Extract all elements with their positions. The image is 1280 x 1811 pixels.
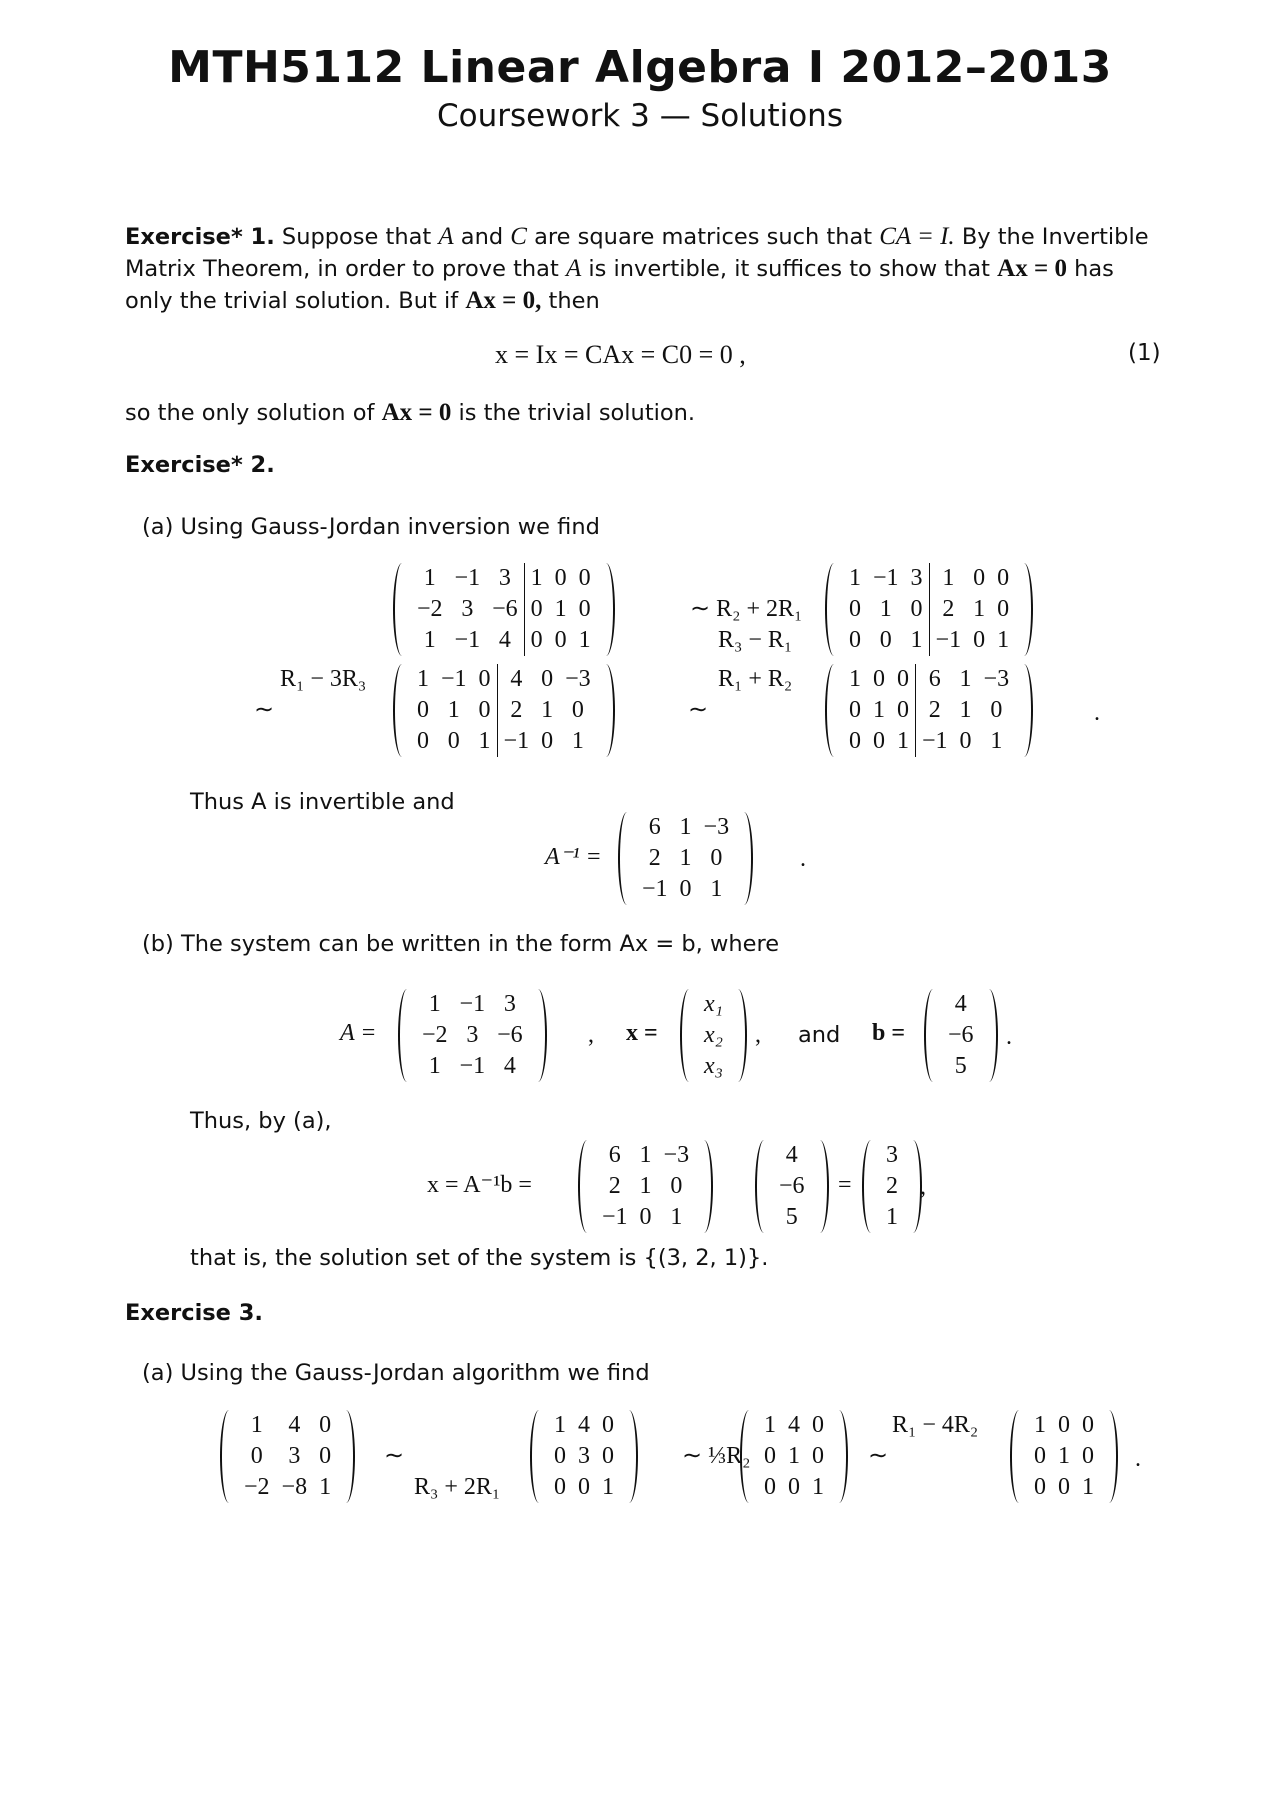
matrix-cell: 4	[788, 1412, 800, 1438]
matrix-cell: 3	[578, 1443, 590, 1469]
ex1-equation: x = Ix = CAx = C0 = 0 ,	[495, 340, 746, 369]
matrix-cell: 2	[929, 594, 967, 625]
matrix-cell: 1	[524, 563, 549, 594]
matrix-row	[843, 563, 1015, 594]
matrix-cell: −1	[873, 565, 899, 591]
matrix-row	[843, 695, 1015, 726]
matrix-row	[238, 1472, 337, 1503]
matrix-cell: 1	[417, 666, 429, 692]
matrix-row	[758, 1441, 830, 1472]
matrix-cell: 1	[710, 876, 723, 902]
matrix-cell: 3	[886, 1142, 898, 1168]
matrix-cell: 0	[554, 1474, 566, 1500]
matrix-row	[773, 1202, 811, 1233]
matrix-row	[843, 664, 1015, 695]
matrix-cell: 0	[849, 728, 861, 754]
matrix-cell: 0	[1082, 1412, 1094, 1438]
matrix-cell: 1	[990, 728, 1003, 754]
matrix-cell: −1	[642, 876, 668, 902]
math-A: A	[438, 223, 454, 250]
ex3-rowop-3	[868, 1410, 978, 1472]
matrix-row	[416, 1051, 529, 1082]
b-vector	[924, 989, 998, 1082]
matrix-cell: 1	[554, 596, 567, 622]
matrix-cell: −3	[983, 666, 1010, 692]
rowop-text: ∼	[384, 1443, 405, 1469]
ex1-text: has only the trivial solution. But if	[125, 256, 1114, 314]
matrix-row	[880, 1202, 904, 1233]
matrix-cell: 0	[873, 728, 885, 754]
matrix-cell: 0	[541, 728, 554, 754]
matrix-cell: 0	[849, 697, 861, 723]
page-title: MTH5112 Linear Algebra I 2012–2013	[168, 42, 1112, 93]
ex2-matrix-3	[393, 664, 615, 757]
b-label: b =	[872, 1020, 906, 1046]
matrix-cell: 0	[319, 1443, 332, 1469]
matrix-cell: 0	[812, 1443, 824, 1469]
ex3a-label: (a) Using the Gauss-Jordan algorithm we find	[142, 1360, 650, 1386]
matrix-cell: 0	[554, 565, 567, 591]
rowop-text: ∼ R₂ + 2R₁	[690, 596, 803, 622]
matrix-cell: 2	[608, 1173, 621, 1199]
ex1-text: is invertible, it suffices to show that	[588, 256, 990, 282]
ex2-rowop-1	[690, 594, 802, 656]
matrix-cell: −1	[916, 726, 954, 757]
A-label: A =	[340, 1020, 377, 1046]
ex3-matrix-1	[220, 1410, 355, 1503]
matrix-cell: 0	[524, 594, 549, 625]
matrix-row	[773, 1140, 811, 1171]
ex1-heading: Exercise* 1.	[125, 224, 275, 250]
matrix-row	[880, 1171, 904, 1202]
matrix-cell: 1	[428, 991, 441, 1017]
matrix-row	[636, 812, 735, 843]
matrix-cell: 1	[879, 596, 892, 622]
matrix-cell: 0	[524, 625, 549, 656]
matrix-cell: 3	[466, 1022, 479, 1048]
matrix-cell: 0	[1034, 1443, 1046, 1469]
matrix-cell: 1	[423, 565, 436, 591]
matrix-cell: −3	[663, 1142, 690, 1168]
ex2a-label: (a) Using Gauss-Jordan inversion we find	[142, 514, 600, 540]
matrix-row	[1028, 1472, 1100, 1503]
matrix-cell: 1	[959, 697, 972, 723]
matrix-cell: 0	[849, 596, 861, 622]
x-label: x =	[626, 1020, 658, 1046]
matrix-cell: 0	[812, 1412, 824, 1438]
matrix-cell: 0	[1058, 1412, 1070, 1438]
rowop-text: R₁ + R₂	[718, 666, 793, 692]
matrix-cell: 4	[498, 627, 511, 653]
matrix-cell: −1	[602, 1204, 628, 1230]
matrix-cell: 0	[879, 627, 892, 653]
matrix-cell: 1	[571, 728, 584, 754]
matrix-cell: 3	[910, 565, 923, 591]
ex2-rowop-3	[688, 664, 792, 726]
matrix-cell: 6	[648, 814, 661, 840]
ex1-text: then	[548, 288, 600, 314]
matrix-cell: −2	[417, 596, 443, 622]
matrix-cell: 1	[897, 728, 909, 754]
matrix-row	[411, 625, 597, 656]
ex2-matrix-2	[825, 563, 1033, 656]
matrix-cell: 0	[788, 1474, 800, 1500]
matrix-cell: x₃	[704, 1053, 723, 1079]
matrix-row	[1028, 1441, 1100, 1472]
matrix-cell: x₂	[704, 1022, 723, 1048]
matrix-cell: 1	[849, 666, 861, 692]
matrix-cell: 0	[764, 1443, 776, 1469]
matrix-cell: 0	[417, 697, 429, 723]
matrix-cell: 0	[910, 596, 923, 622]
matrix-cell: 1	[910, 627, 923, 653]
matrix-row	[596, 1202, 695, 1233]
math-A: A	[565, 255, 582, 282]
comma: ,	[588, 1022, 594, 1048]
ex1-text: is the trivial solution.	[458, 400, 696, 426]
matrix-cell: −1	[441, 666, 467, 692]
matrix-cell: 3	[461, 596, 474, 622]
matrix-cell: −1	[454, 627, 481, 653]
matrix-cell: 0	[710, 845, 723, 871]
ex2b-label: (b) The system can be written in the form Ax = b, where	[142, 931, 780, 957]
ex2-matrix-4	[825, 664, 1033, 757]
equation-number: (1)	[1128, 340, 1161, 366]
matrix-row	[843, 726, 1015, 757]
matrix-cell: −1	[454, 565, 481, 591]
equals-sign: =	[838, 1172, 852, 1198]
matrix-cell: 0	[1034, 1474, 1046, 1500]
and-text: and	[798, 1022, 841, 1048]
rowop-text: ∼	[868, 1443, 889, 1469]
matrix-cell: 1	[959, 666, 972, 692]
matrix-cell: 0	[447, 728, 460, 754]
matrix-cell: 5	[785, 1204, 798, 1230]
matrix-cell: 0	[478, 666, 491, 692]
matrix-row	[548, 1410, 620, 1441]
solution-set-text: that is, the solution set of the system is {(3, 2, 1)}.	[190, 1245, 769, 1271]
matrix-cell: 6	[916, 664, 954, 695]
matrix-row	[238, 1410, 337, 1441]
ex1-conclusion	[125, 397, 1165, 429]
matrix-cell: 1	[929, 563, 967, 594]
inverse-label: A⁻¹ =	[545, 844, 602, 870]
matrix-row	[698, 1020, 729, 1051]
matrix-cell: 4	[954, 991, 967, 1017]
matrix-row	[411, 563, 597, 594]
ex1-text: Suppose that	[281, 224, 432, 250]
matrix-row	[548, 1441, 620, 1472]
thus-by-a: Thus, by (a),	[190, 1108, 332, 1134]
matrix-cell: 1	[812, 1474, 824, 1500]
matrix-cell: 3	[503, 991, 516, 1017]
rowop-text: ∼	[688, 697, 709, 723]
matrix-cell: 4	[503, 1053, 516, 1079]
matrix-cell: 0	[602, 1412, 614, 1438]
matrix-row	[596, 1140, 695, 1171]
ex1-text: are square matrices such that	[534, 224, 873, 250]
ex2a-thus: Thus A is invertible and	[190, 789, 455, 815]
ex2-heading: Exercise* 2.	[125, 452, 275, 478]
math-Ax0: Ax = 0,	[465, 287, 542, 314]
matrix-cell: 0	[578, 565, 591, 591]
matrix-cell: 1	[788, 1443, 800, 1469]
period: .	[800, 846, 806, 872]
ex3-rowop-1	[384, 1441, 500, 1503]
ex3-matrix-3	[740, 1410, 848, 1503]
matrix-cell: −1	[459, 991, 486, 1017]
matrix-row	[758, 1472, 830, 1503]
matrix-cell: 1	[1082, 1474, 1094, 1500]
b-vector-2	[755, 1140, 829, 1233]
page-subtitle: Coursework 3 — Solutions	[437, 98, 843, 134]
matrix-cell: 0	[1082, 1443, 1094, 1469]
matrix-cell: −3	[703, 814, 730, 840]
period: .	[1094, 700, 1100, 726]
math-Ax0: Ax = 0	[997, 255, 1067, 282]
matrix-row	[698, 989, 729, 1020]
matrix-cell: 0	[959, 728, 972, 754]
matrix-cell: 1	[541, 697, 554, 723]
matrix-cell: 1	[639, 1173, 652, 1199]
matrix-cell: 1	[1058, 1443, 1070, 1469]
matrix-cell: 1	[679, 814, 692, 840]
matrix-cell: 4	[785, 1142, 798, 1168]
matrix-row	[416, 1020, 529, 1051]
inverse-matrix	[618, 812, 753, 905]
matrix-row	[843, 594, 1015, 625]
matrix-cell: 0	[319, 1412, 332, 1438]
matrix-cell: 4	[288, 1412, 301, 1438]
matrix-cell: −6	[492, 596, 518, 622]
ex1-paragraph	[125, 221, 1165, 317]
matrix-cell: 0	[990, 697, 1003, 723]
matrix-row	[411, 695, 597, 726]
matrix-cell: 1	[602, 1474, 614, 1500]
matrix-cell: 0	[897, 697, 909, 723]
matrix-cell: 0	[478, 697, 491, 723]
A-matrix	[398, 989, 547, 1082]
matrix-cell: 0	[417, 728, 429, 754]
matrix-row	[880, 1140, 904, 1171]
matrix-row	[843, 625, 1015, 656]
matrix-cell: 0	[250, 1443, 263, 1469]
matrix-row	[698, 1051, 729, 1082]
rowop-text: R₁ − 4R₂	[892, 1412, 979, 1438]
matrix-row	[411, 726, 597, 757]
matrix-row	[942, 989, 980, 1020]
ex3-rowop-2: ∼ ⅓R₂	[682, 1443, 751, 1469]
matrix-cell: 0	[670, 1173, 683, 1199]
matrix-cell: 3	[498, 565, 511, 591]
matrix-cell: −2	[244, 1474, 270, 1500]
matrix-cell: 1	[578, 627, 591, 653]
matrix-cell: 1	[1034, 1412, 1046, 1438]
matrix-cell: 1	[319, 1474, 332, 1500]
matrix-cell: −1	[459, 1053, 486, 1079]
matrix-cell: 4	[578, 1412, 590, 1438]
matrix-row	[416, 989, 529, 1020]
matrix-row	[942, 1020, 980, 1051]
matrix-cell: 2	[916, 695, 954, 726]
matrix-cell: 0	[764, 1474, 776, 1500]
matrix-cell: 4	[497, 664, 535, 695]
matrix-cell: x₁	[704, 991, 723, 1017]
matrix-cell: 1	[639, 1142, 652, 1168]
matrix-cell: −3	[565, 666, 591, 692]
matrix-cell: 2	[886, 1173, 898, 1199]
matrix-cell: 1	[478, 728, 491, 754]
matrix-cell: 3	[288, 1443, 301, 1469]
matrix-row	[548, 1472, 620, 1503]
matrix-cell: 0	[554, 627, 567, 653]
matrix-row	[411, 594, 597, 625]
matrix-cell: 5	[954, 1053, 967, 1079]
period: .	[1006, 1024, 1012, 1050]
matrix-row	[636, 843, 735, 874]
matrix-cell: 0	[897, 666, 909, 692]
rowop-text: R₃ − R₁	[718, 627, 793, 653]
matrix-cell: −6	[948, 1022, 974, 1048]
matrix-cell: 0	[679, 876, 692, 902]
math-CA-eq-I: CA = I.	[879, 223, 955, 250]
matrix-cell: 0	[541, 666, 554, 692]
ex2-matrix-1	[393, 563, 615, 656]
matrix-cell: 0	[602, 1443, 614, 1469]
matrix-cell: 0	[571, 697, 584, 723]
matrix-row	[411, 664, 597, 695]
matrix-cell: 1	[679, 845, 692, 871]
matrix-cell: −1	[497, 726, 535, 757]
matrix-cell: 0	[997, 596, 1010, 622]
matrix-cell: 1	[447, 697, 460, 723]
matrix-row	[596, 1171, 695, 1202]
matrix-cell: 2	[648, 845, 661, 871]
matrix-cell: 1	[554, 1412, 566, 1438]
period: .	[1135, 1446, 1141, 1472]
math-C: C	[510, 223, 527, 250]
matrix-cell: −8	[281, 1474, 308, 1500]
matrix-cell: 1	[873, 697, 885, 723]
matrix-cell: 1	[764, 1412, 776, 1438]
matrix-cell: −1	[929, 625, 967, 656]
matrix-cell: 0	[997, 565, 1010, 591]
matrix-cell: 1	[250, 1412, 263, 1438]
ex1-text: By the Invertible Matrix Theorem, in order to prove that	[125, 224, 1149, 282]
matrix-cell: 2	[497, 695, 535, 726]
matrix-cell: 1	[997, 627, 1010, 653]
matrix-row	[636, 874, 735, 905]
matrix-cell: 0	[639, 1204, 652, 1230]
matrix-row	[1028, 1410, 1100, 1441]
matrix-cell: 0	[578, 596, 591, 622]
comma: ,	[755, 1022, 761, 1048]
matrix-cell: 0	[1058, 1474, 1070, 1500]
matrix-cell: 0	[873, 666, 885, 692]
rowop-text: R₃ + 2R₁	[414, 1474, 501, 1500]
matrix-cell: 1	[428, 1053, 441, 1079]
matrix-cell: 1	[423, 627, 436, 653]
comma: ,	[920, 1174, 926, 1200]
ex1-text: and	[460, 224, 504, 250]
ex1-text: so the only solution of	[125, 400, 375, 426]
matrix-cell: 1	[849, 565, 861, 591]
matrix-cell: −6	[779, 1173, 805, 1199]
x-vector	[680, 989, 747, 1082]
inverse-matrix-2	[578, 1140, 713, 1233]
matrix-cell: 0	[578, 1474, 590, 1500]
matrix-cell: 1	[670, 1204, 683, 1230]
ex3-matrix-4	[1010, 1410, 1118, 1503]
matrix-row	[238, 1441, 337, 1472]
solution-label: x = A⁻¹b =	[427, 1172, 532, 1198]
matrix-cell: −2	[422, 1022, 448, 1048]
matrix-cell: 1	[886, 1204, 898, 1230]
rowop-text: R₁ − 3R₃	[280, 666, 367, 692]
matrix-cell: −6	[497, 1022, 523, 1048]
matrix-row	[758, 1410, 830, 1441]
matrix-row	[773, 1171, 811, 1202]
ex3-heading: Exercise 3.	[125, 1300, 263, 1326]
matrix-cell: 6	[608, 1142, 621, 1168]
matrix-cell: 0	[973, 565, 986, 591]
ex2-rowop-2	[254, 664, 367, 726]
matrix-cell: 0	[554, 1443, 566, 1469]
math-Ax0: Ax = 0	[381, 399, 452, 426]
ex3-matrix-2	[530, 1410, 638, 1503]
rowop-text: ∼	[254, 697, 275, 723]
result-vector	[862, 1140, 922, 1233]
matrix-row	[942, 1051, 980, 1082]
matrix-cell: 0	[973, 627, 986, 653]
matrix-cell: 0	[849, 627, 861, 653]
matrix-cell: 1	[973, 596, 986, 622]
